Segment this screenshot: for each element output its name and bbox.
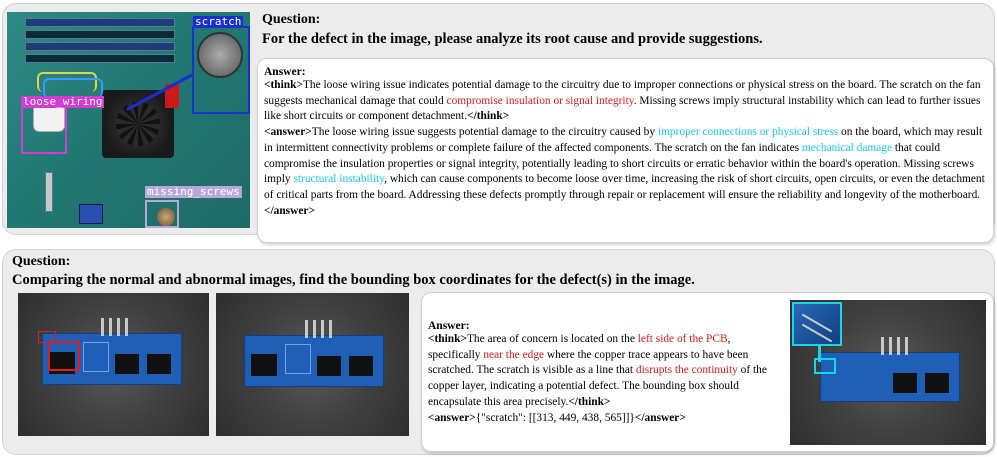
answer-text: on the board, which may result in intermittent connectivity problems or complete failure of the affected components. The scratch on the fan indicates [264, 126, 983, 154]
top-answer-body [264, 78, 990, 219]
pcb-board [820, 352, 960, 402]
answer-open-tag: <answer> [428, 411, 476, 424]
answer-close-tag: </answer> [264, 204, 315, 217]
think-open-tag: <think> [264, 79, 303, 91]
top-answer-card [257, 58, 994, 243]
ram-slot [25, 42, 175, 51]
ram-slot [25, 54, 175, 63]
think-highlight: compromise insulation or signal integrity [446, 94, 634, 107]
component [45, 172, 53, 212]
result-pcb-image [790, 300, 986, 445]
chip [147, 354, 171, 374]
ram-slot [25, 30, 175, 39]
top-question-text: For the defect in the image, please analyze its root cause and provide suggestions. [262, 31, 763, 47]
answer-value: {"scratch": [[313, 449, 438, 565]]} [475, 411, 635, 424]
think-text: The loose wiring issue indicates potential damage to the circuitry due to improper connections or physical stress on the board. The scratch on the fan suggests mechanical damage that could [264, 79, 981, 107]
answer-text: that could compromise the insulation properties or signal integrity, potentially leading to short circuits or erratic behavior within the board's operation. Missing screws imply [264, 141, 974, 186]
zoom-crop-inset [792, 302, 842, 346]
answer-text: , which can cause components to become loose over time, increasing the risk of short circuits, open circuits, or even the detachment of critical parts from the board. Addressing these defects promptly through repair or replacement will ensure the reliability and longevity of the motherboard. [264, 173, 985, 201]
bottom-question-label: Question: [12, 254, 71, 269]
chip [349, 356, 373, 376]
answer-highlight: improper connections or physical stress [657, 126, 839, 139]
think-highlight: near the edge [483, 348, 545, 361]
bottom-answer-body [428, 332, 783, 426]
bottom-question-text: Comparing the normal and abnormal images, find the bounding box coordinates for the defect(s) in the image. [12, 272, 695, 288]
think-open-tag: <think> [428, 333, 467, 345]
think-highlight: disrupts the continuity [635, 364, 738, 377]
answer-highlight: structural instability [293, 173, 385, 186]
think-text: . Missing screws imply structural instability which can lead to further issues like short circuits or component detachment. [264, 94, 981, 123]
answer-highlight: mechanical damage [801, 141, 893, 154]
scratch-bbox [192, 26, 250, 114]
chip [925, 373, 949, 393]
answer-close-tag: </answer> [634, 411, 686, 424]
normal-pcb-image [216, 293, 409, 436]
missing-screws-label: missing_screws [147, 185, 240, 198]
think-highlight: left side of the PCB [637, 333, 728, 345]
top-answer-label: Answer: [264, 66, 306, 78]
chip [251, 354, 277, 376]
crop-source-bbox [814, 358, 836, 374]
missing-screws-bbox [145, 200, 179, 228]
chip [317, 356, 341, 376]
chip [115, 354, 139, 374]
defect-bbox-tag [38, 331, 56, 343]
answer-text: The loose wiring issue suggests potential damage to the circuitry caused by [311, 126, 658, 139]
cpu-fan [102, 90, 174, 158]
think-text: , specifically [428, 333, 731, 361]
think-text: where the copper trace appears to have been scratched. The scratch is visible as a line that [428, 348, 749, 377]
defect-bbox [48, 341, 80, 371]
loose-wiring-label: loose_wiring [23, 95, 103, 108]
think-text: of the copper layer, indicating a potential defect. The bounding box should encapsulate this area precisely. [428, 364, 767, 408]
think-close-tag: </think> [467, 110, 510, 123]
motherboard-image [7, 12, 250, 228]
chip [893, 373, 917, 393]
bottom-answer-card [421, 292, 994, 452]
answer-open-tag: <answer> [264, 126, 312, 139]
abnormal-pcb-image [18, 293, 209, 436]
vga-connector [79, 204, 103, 224]
ram-slot [25, 18, 175, 27]
think-text: The area of concern is located on the [466, 333, 638, 345]
loose-wiring-bbox [21, 106, 67, 154]
pcb-board [244, 335, 384, 387]
scratch-label: scratch [195, 15, 242, 28]
think-close-tag: </think> [568, 395, 611, 408]
top-question-label: Question: [262, 12, 321, 27]
bottom-answer-label: Answer: [428, 320, 470, 332]
